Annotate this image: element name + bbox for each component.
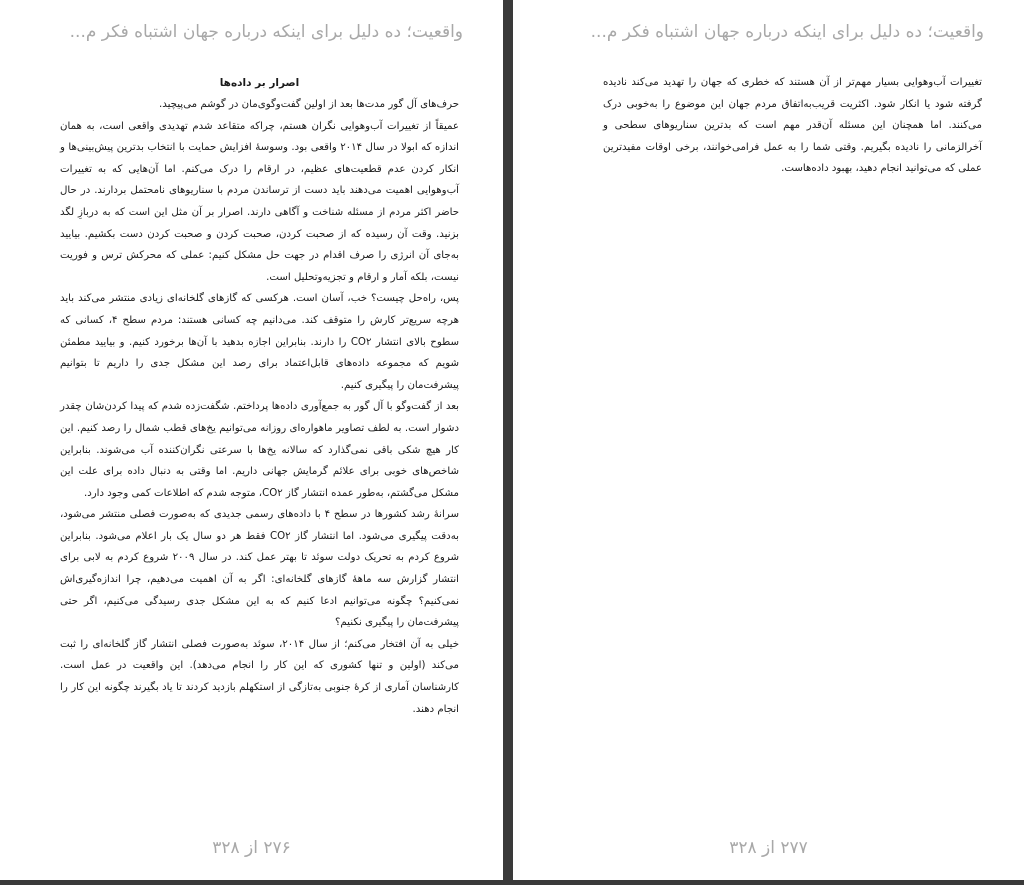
paragraph: سرانهٔ رشد کشورها در سطح ۴ با داده‌های رسمی جدیدی که به‌صورت فصلی منتشر می‌شود، به‌دقت پیگیری می‌شود. اما انتشار گاز CO۲ فقط هر دو سال یک بار اعلام می‌شود. بنابراین شروع کردم به تحریک دولت سوئد تا بهتر عمل کند. در سال ۲۰۰۹ شروع کردم به لابی برای انتشار گزارش سه ماههٔ گازهای گلخانه‌ای: اگر به آن اهمیت می‌دهیم، چرا اندازه‌گیری‌اش نمی‌کنیم؟ چگونه می‌توانیم ادعا کنیم که به این مشکل جدی رسیدگی می‌کنیم، اگر حتی پیشرفت‌مان را پیگیری نکنیم؟ <box>60 509 459 629</box>
paragraph: بعد از گفت‌وگو با آل گور به جمع‌آوری داده‌ها پرداختم. شگفت‌زده شدم که پیدا کردن‌شان چقدر دشوار است. به لطف تصاویر ماهواره‌ای روزانه می‌توانیم یخ‌های قطب شمال را رصد کنیم. این کار هیچ شکی باقی نمی‌گذارد که سالانه یخ‌ها با سرعتی نگران‌کننده آب می‌شوند. بنابراین شاخص‌های خوبی برای علائم گرمایش جهانی داریم. اما وقتی به دنبال داده برای علت این مشکل می‌گشتم، به‌طور عمده انتشار گاز CO۲، متوجه شدم که اطلاعات کمی وجود دارد. <box>60 401 459 499</box>
paragraph: خیلی به آن افتخار می‌کنم؛ از سال ۲۰۱۴، سوئد به‌صورت فصلی انتشار گاز گلخانه‌ای را ثبت می‌کند (اولین و تنها کشوری که این کار را انجام می‌دهد). این واقعیت در عمل است. کارشناسان آماری از کرهٔ جنوبی به‌تازگی از استکهلم بازدید کردند تا یاد بگیرند چگونه این کار را انجام دهند. <box>60 638 460 715</box>
page-body <box>60 72 459 720</box>
page-gutter <box>503 0 513 885</box>
page-body <box>603 72 982 180</box>
left-page[interactable] <box>0 0 503 880</box>
paragraph: پس، راه‌حل چیست؟ خب، آسان است. هرکسی که گازهای گلخانه‌ای زیادی منتشر می‌کند باید هرچه سریع‌تر کارش را متوقف کند. می‌دانیم چه کسانی هستند: مردم سطح ۴، کسانی که سطوح بالای انتشار CO۲ را دارند. بنابراین اجازه بدهید با آن‌ها برخورد کنیم. و بیایید مطمئن شویم که مجموعه داده‌های قابل‌اعتماد برای رصد این مشکل جدی را داریم تا بتوانیم پیشرفت‌مان را پیگیری کنیم. <box>60 293 459 391</box>
right-page[interactable] <box>513 0 1024 880</box>
running-head: واقعیت؛ ده دلیل برای اینکه درباره جهان اشتباه فکر م... <box>69 22 463 42</box>
bottom-border <box>0 880 1024 885</box>
paragraph: تغییرات آب‌وهوایی بسیار مهم‌تر از آن هستند که خطری که جهان را تهدید می‌کند نادیده گرفته شود یا انکار شود. اکثریت قریب‌به‌اتفاق مردم جهان این موضوع را به‌خوبی درک می‌کنند. اما همچنان این مسئله آن‌قدر مهم است که بدترین سناریوهای سطحی و آخرالزمانی را نادیده بگیریم. وقتی شما را به عمل فرامی‌خوانند، برخی اوقات مفیدترین عملی که می‌توانید انجام دهید، بهبود داده‌هاست. <box>603 77 982 175</box>
paragraph: عمیقاً از تغییرات آب‌وهوایی نگران هستم، چراکه متقاعد شدم تهدیدی واقعی است، به همان اندازه که ابولا در سال ۲۰۱۴ واقعی بود. وسوسهٔ افزایش حمایت با انتخاب بدترین پیش‌بینی‌ها و انکار کردن عدم قطعیت‌های عظیم، در ارقام را درک می‌کنم. اما آن‌هایی که به تغییرات آب‌وهوایی اهمیت می‌دهند باید دست از ترساندن مردم با سناریوهای نامحتمل بردارند. در حال حاضر اکثر مردم از مسئله شناخت و آگاهی دارند. اصرار بر آن مثل این است که به دربازِ لگد بزنید. وقت آن رسیده که از صحبت کردن، صحبت کردن و صحبت کردن دست بکشیم. بیایید به‌جای آن انرژی را صرف اقدام در جهت حل مشکل کنیم: عملی که محرکش ترس و فوریت نیست، بلکه آمار و ارقام و تجزیه‌وتحلیل است. <box>60 120 460 283</box>
paragraph: حرف‌های آل گور مدت‌ها بعد از اولین گفت‌وگوی‌مان در گوشم می‌پیچید. <box>158 99 459 110</box>
running-head: واقعیت؛ ده دلیل برای اینکه درباره جهان اشتباه فکر م... <box>590 22 984 42</box>
page-number: ۲۷۷ از ۳۲۸ <box>729 838 808 858</box>
page-number: ۲۷۶ از ۳۲۸ <box>212 838 291 858</box>
section-heading: اصرار بر داده‌ها <box>219 77 300 89</box>
